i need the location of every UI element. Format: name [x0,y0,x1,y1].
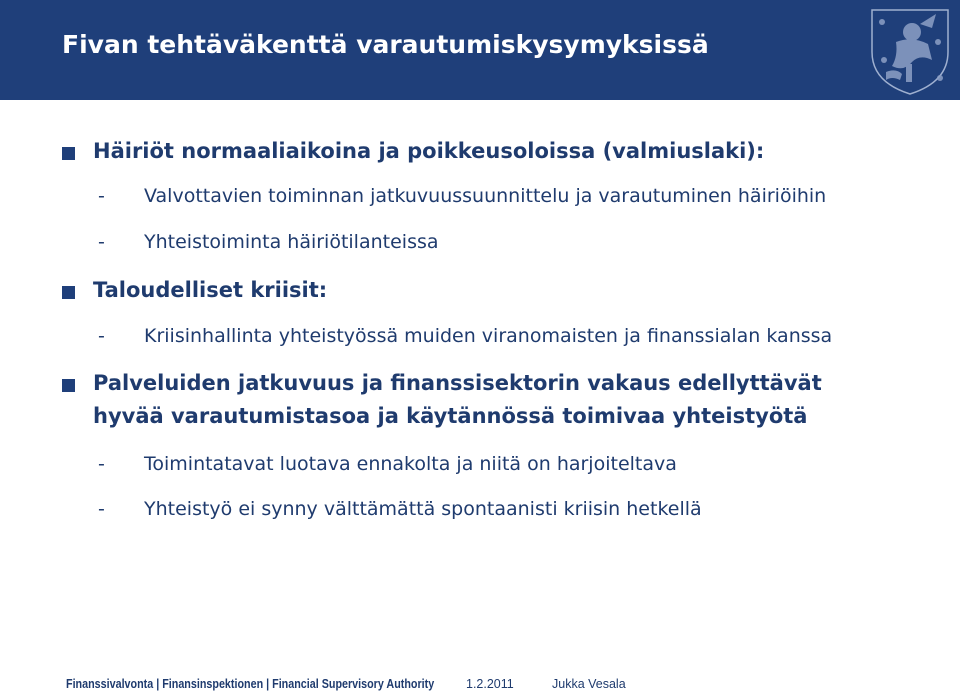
main-bullet-text: Taloudelliset kriisit: [93,278,328,302]
square-bullet-icon [62,286,75,299]
main-bullet-text: Häiriöt normaaliaikoina ja poikkeusoloissa (valmiuslaki): [93,139,765,163]
footer-author: Jukka Vesala [552,677,626,691]
dash-bullet-icon: - [98,498,105,520]
sub-bullet-text: Yhteistoiminta häiriötilanteissa [144,231,439,253]
sub-bullet-text: Valvottavien toiminnan jatkuvuussuunnittelu ja varautuminen häiriöihin [144,185,827,207]
footer-organization: Finanssivalvonta | Finansinspektionen | Financial Supervisory Authority [66,677,435,691]
dash-bullet-icon: - [98,231,105,253]
main-bullet-text-line1: Palveluiden jatkuvuus ja finanssisektorin vakaus edellyttävät [93,371,822,395]
dash-bullet-icon: - [98,325,105,347]
footer-date: 1.2.2011 [466,677,514,691]
dash-bullet-icon: - [98,453,105,475]
main-bullet-text-line2: hyvää varautumistasoa ja käytännössä toimivaa yhteistyötä [93,404,808,428]
square-bullet-icon [62,147,75,160]
sub-bullet-text: Toimintatavat luotava ennakolta ja niitä on harjoiteltava [144,453,677,475]
sub-bullet-text: Yhteistyö ei synny välttämättä spontaanisti kriisin hetkellä [144,498,702,520]
square-bullet-icon [62,379,75,392]
dash-bullet-icon: - [98,185,105,207]
sub-bullet-text: Kriisinhallinta yhteistyössä muiden viranomaisten ja finanssialan kanssa [144,325,833,347]
slide-title: Fivan tehtäväkenttä varautumiskysymyksissä [62,30,709,59]
